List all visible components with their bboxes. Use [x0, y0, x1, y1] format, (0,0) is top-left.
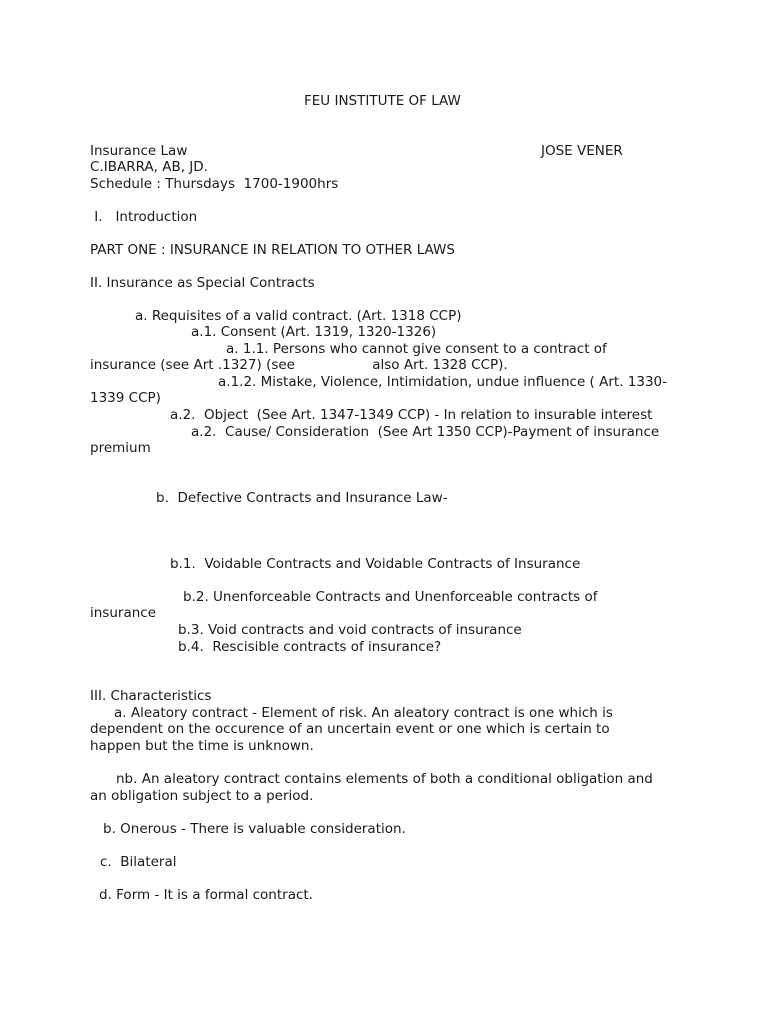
- item-a-requisites: a. Requisites of a valid contract. (Art. 1318 CCP): [135, 308, 462, 324]
- char-c: c. Bilateral: [100, 854, 177, 870]
- item-a12-line2: 1339 CCP): [90, 390, 161, 406]
- item-b1: b.1. Voidable Contracts and Voidable Contracts of Insurance: [170, 556, 581, 572]
- item-b-defective: b. Defective Contracts and Insurance Law-: [156, 490, 448, 506]
- item-a11-line2: insurance (see Art .1327) (see also Art. 1328 CCP).: [90, 357, 508, 373]
- part-one-heading: PART ONE : INSURANCE IN RELATION TO OTHER LAWS: [90, 242, 455, 258]
- char-b: b. Onerous - There is valuable consideration.: [103, 821, 406, 837]
- item-b4: b.4. Rescisible contracts of insurance?: [178, 639, 442, 655]
- item-b2-line1: b.2. Unenforceable Contracts and Unenforceable contracts of: [183, 589, 598, 605]
- professor-name-left: C.IBARRA, AB, JD.: [90, 159, 208, 175]
- char-a-line3: happen but the time is unknown.: [90, 738, 314, 754]
- item-a11-line1: a. 1.1. Persons who cannot give consent to a contract of: [226, 341, 607, 357]
- section-iii-heading: III. Characteristics: [90, 688, 212, 704]
- nb-line1: nb. An aleatory contract contains elements of both a conditional obligation and: [116, 771, 653, 787]
- nb-line2: an obligation subject to a period.: [90, 788, 314, 804]
- schedule: Schedule : Thursdays 1700-1900hrs: [90, 176, 339, 192]
- item-b2-line2: insurance: [90, 605, 157, 621]
- item-a2-cause-line1: a.2. Cause/ Consideration (See Art 1350 CCP)-Payment of insurance: [191, 424, 660, 440]
- item-a12-line1: a.1.2. Mistake, Violence, Intimidation, undue influence ( Art. 1330-: [218, 374, 668, 390]
- professor-name-right: JOSE VENER: [541, 143, 623, 159]
- item-a1-consent: a.1. Consent (Art. 1319, 1320-1326): [191, 324, 437, 340]
- char-a-line1: a. Aleatory contract - Element of risk. An aleatory contract is one which is: [114, 705, 613, 721]
- item-b3: b.3. Void contracts and void contracts of insurance: [178, 622, 522, 638]
- course-name: Insurance Law: [90, 143, 188, 159]
- section-ii-heading: II. Insurance as Special Contracts: [90, 275, 315, 291]
- item-a2-object: a.2. Object (See Art. 1347-1349 CCP) - In relation to insurable interest: [170, 407, 653, 423]
- char-d: d. Form - It is a formal contract.: [99, 887, 313, 903]
- char-a-line2: dependent on the occurence of an uncertain event or one which is certain to: [90, 721, 610, 737]
- item-a2-cause-line2: premium: [90, 440, 151, 456]
- outline-intro: I. Introduction: [90, 209, 198, 225]
- institution-title: FEU INSTITUTE OF LAW: [304, 93, 461, 109]
